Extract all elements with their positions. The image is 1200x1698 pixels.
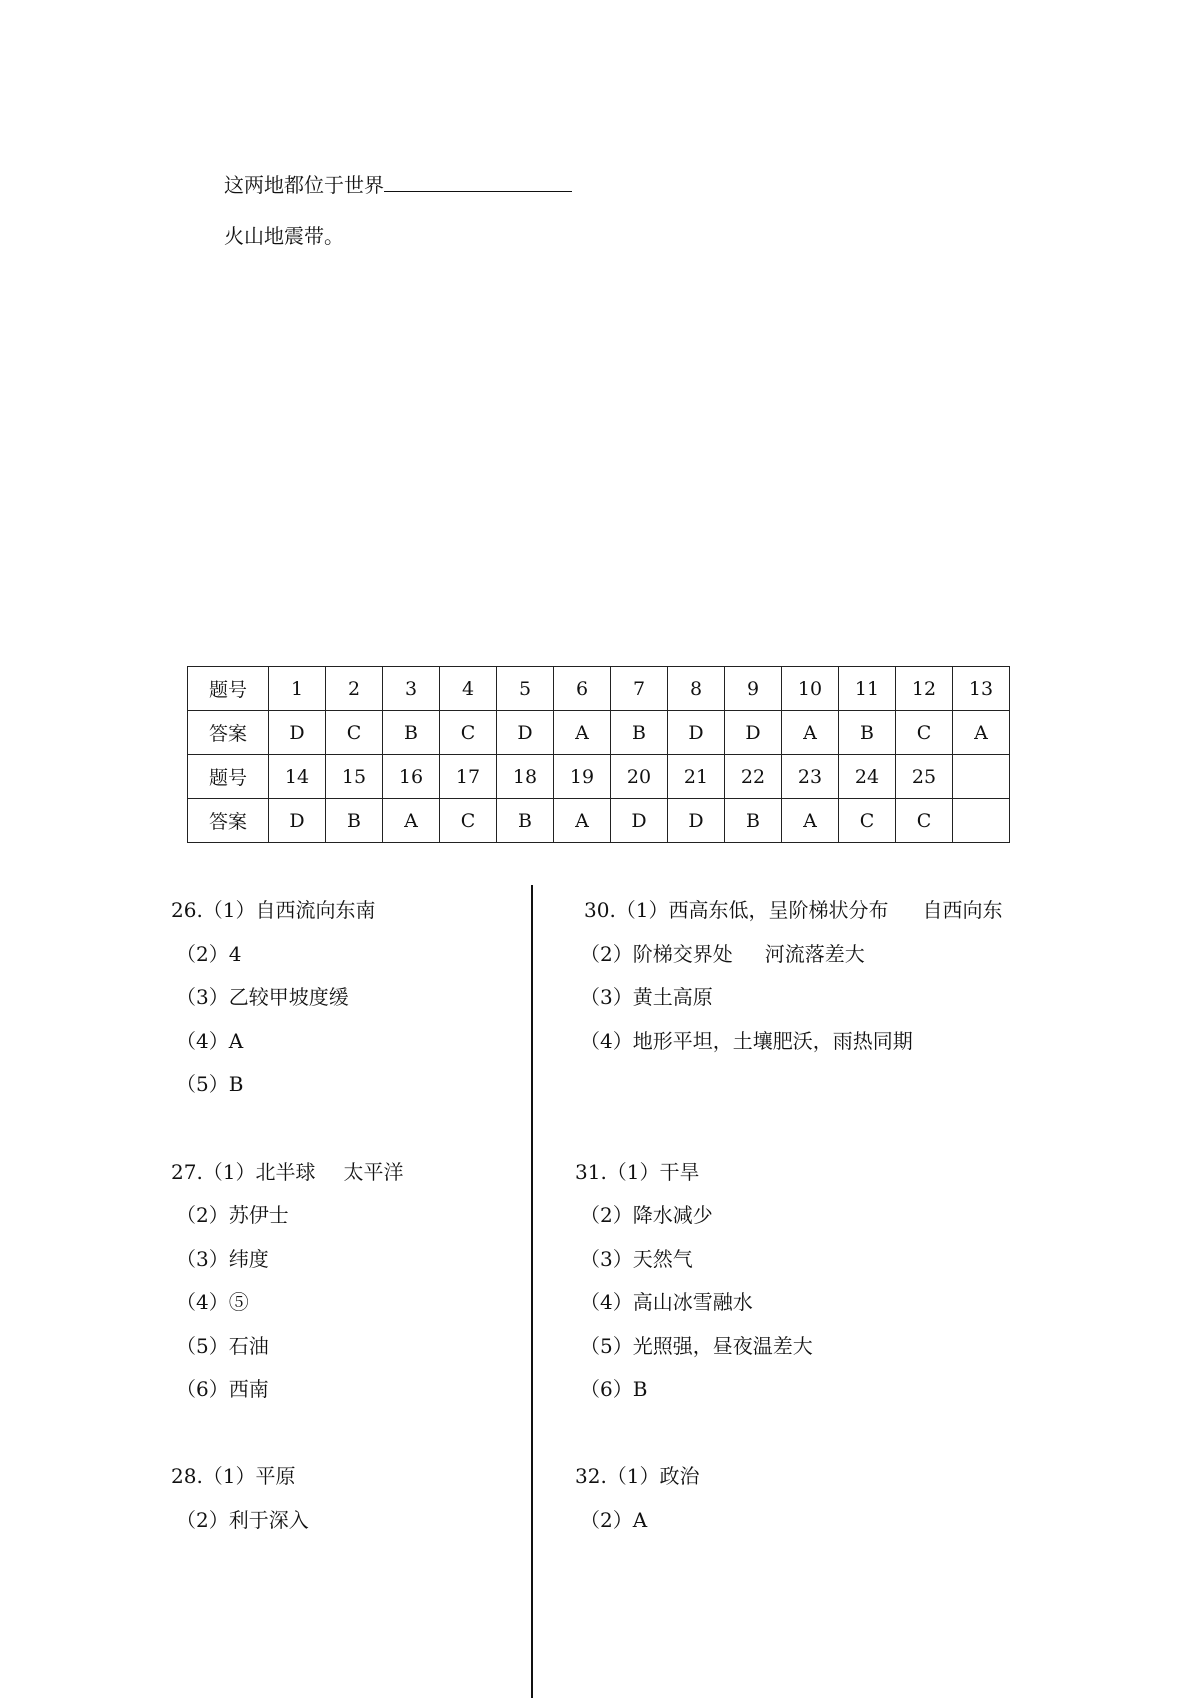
table-row [188, 667, 1010, 711]
table-cell: B [383, 711, 440, 755]
table-cell: B [326, 799, 383, 843]
table-cell [953, 799, 1010, 843]
table-cell: 7 [611, 667, 668, 711]
table-cell: C [896, 799, 953, 843]
table-cell: 6 [554, 667, 611, 711]
table-cell: B [725, 799, 782, 843]
sentence-continuation: 火山地震带。 [224, 224, 344, 248]
q32-item-2: （2）A [580, 1508, 648, 1532]
q27-item-5: （5）石油 [176, 1334, 269, 1358]
q30-title [584, 896, 1003, 924]
table-cell [953, 755, 1010, 799]
table-cell: 16 [383, 755, 440, 799]
table-cell: B [497, 799, 554, 843]
q31-item-4: （4）高山冰雪融水 [580, 1290, 753, 1314]
blank-sentence [224, 171, 572, 199]
q30-item-4: （4）地形平坦，土壤肥沃，雨热同期 [580, 1029, 913, 1053]
table-cell: 1 [269, 667, 326, 711]
table-cell: D [725, 711, 782, 755]
q26-item-2: （2）4 [176, 942, 242, 966]
table-row-label: 题号 [188, 755, 269, 799]
answer-blank [384, 171, 572, 192]
table-cell: D [269, 799, 326, 843]
table-cell: 11 [839, 667, 896, 711]
q28-item-2: （2）利于深入 [176, 1508, 309, 1532]
table-cell: 24 [839, 755, 896, 799]
q30-item-2 [580, 940, 865, 968]
table-cell: A [554, 711, 611, 755]
table-cell: C [326, 711, 383, 755]
q31-item-5: （5）光照强，昼夜温差大 [580, 1334, 813, 1358]
table-row-label: 题号 [188, 667, 269, 711]
table-cell: A [782, 711, 839, 755]
q27-title-part2: 太平洋 [343, 1160, 404, 1184]
table-cell: 4 [440, 667, 497, 711]
table-cell: C [440, 799, 497, 843]
q27-title [171, 1158, 404, 1186]
table-row-label: 答案 [188, 799, 269, 843]
table-cell: B [611, 711, 668, 755]
table-cell: 15 [326, 755, 383, 799]
table-cell: 17 [440, 755, 497, 799]
q31-item-6: （6）B [580, 1377, 648, 1401]
table-cell: A [554, 799, 611, 843]
table-cell: D [611, 799, 668, 843]
answer-table [187, 666, 1010, 843]
table-cell: 5 [497, 667, 554, 711]
table-cell: D [497, 711, 554, 755]
table-cell: 20 [611, 755, 668, 799]
table-cell: D [668, 799, 725, 843]
table-cell: 2 [326, 667, 383, 711]
sentence-text: 这两地都位于世界 [224, 173, 384, 197]
table-cell: B [839, 711, 896, 755]
q30-title-part1: 30.（1）西高东低，呈阶梯状分布 [584, 898, 889, 922]
table-cell: A [953, 711, 1010, 755]
table-cell: A [383, 799, 440, 843]
q30-item-2-part1: （2）阶梯交界处 [580, 942, 733, 966]
table-cell: 21 [668, 755, 725, 799]
q26-title: 26.（1）自西流向东南 [171, 898, 376, 922]
column-divider [531, 885, 533, 1698]
table-cell: C [839, 799, 896, 843]
table-cell: 8 [668, 667, 725, 711]
q27-item-2: （2）苏伊士 [176, 1203, 289, 1227]
table-cell: 12 [896, 667, 953, 711]
q31-item-2: （2）降水减少 [580, 1203, 713, 1227]
table-cell: 14 [269, 755, 326, 799]
q27-item-3: （3）纬度 [176, 1247, 269, 1271]
table-cell: 22 [725, 755, 782, 799]
table-cell: C [896, 711, 953, 755]
q31-item-3: （3）天然气 [580, 1247, 693, 1271]
q31-title: 31.（1）干旱 [575, 1160, 700, 1184]
table-cell: 23 [782, 755, 839, 799]
table-cell: 9 [725, 667, 782, 711]
table-row-label: 答案 [188, 711, 269, 755]
table-cell: D [668, 711, 725, 755]
q26-item-5: （5）B [176, 1072, 244, 1096]
table-cell: 3 [383, 667, 440, 711]
q26-item-4: （4）A [176, 1029, 244, 1053]
q26-item-3: （3）乙较甲坡度缓 [176, 985, 349, 1009]
q30-item-2-part2: 河流落差大 [764, 942, 865, 966]
table-row [188, 711, 1010, 755]
q27-item-6: （6）西南 [176, 1377, 269, 1401]
table-row [188, 799, 1010, 843]
q30-title-part2: 自西向东 [922, 898, 1003, 922]
q27-item-4: （4）⑤ [176, 1290, 249, 1314]
table-cell: A [782, 799, 839, 843]
q27-title-part1: 27.（1）北半球 [171, 1160, 316, 1184]
table-cell: 18 [497, 755, 554, 799]
table-row [188, 755, 1010, 799]
q30-item-3: （3）黄土高原 [580, 985, 713, 1009]
q32-title: 32.（1）政治 [575, 1464, 700, 1488]
table-cell: 25 [896, 755, 953, 799]
table-cell: C [440, 711, 497, 755]
table-cell: 19 [554, 755, 611, 799]
table-cell: 10 [782, 667, 839, 711]
q28-title: 28.（1）平原 [171, 1464, 296, 1488]
table-cell: D [269, 711, 326, 755]
table-cell: 13 [953, 667, 1010, 711]
